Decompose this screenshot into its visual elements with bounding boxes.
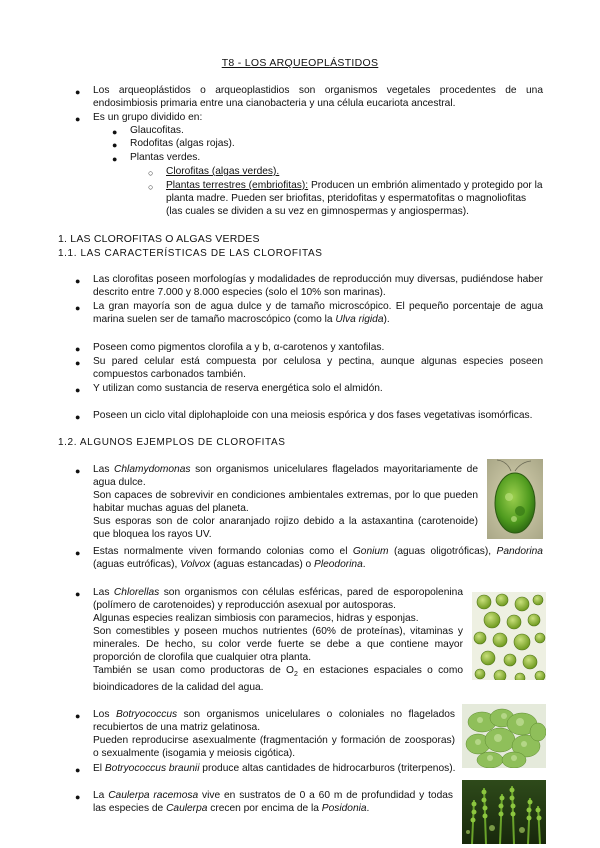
bullet-marker: ● [112,140,118,150]
example-line: Son capaces de sobrevivir en condiciones ambientales extremas, por lo que pueden habitar muchas aguas del planeta. [93,490,478,514]
species-name: Gonium [352,546,389,557]
example-colonies [93,545,543,571]
text-run: (aguas estancadas) o [210,559,315,570]
group-item: Glaucofitas. [130,125,184,136]
species-name: Caulerpa racemosa [108,790,199,801]
example-line [93,708,455,734]
example-line [93,463,478,489]
subsection-heading: 1.2. ALGUNOS EJEMPLOS DE CLOROFITAS [58,437,286,448]
species-name: Chlamydomonas [114,464,191,475]
species-name: Chlorellas [113,587,160,598]
example-line [93,586,463,612]
characteristic-item: Poseen un ciclo vital diplohaploide con una meiosis espórica y dos fases vegetativas isomórficas. [93,410,533,421]
bullet-marker: ● [112,127,118,137]
page-title: T8 - LOS ARQUEOPLÁSTIDOS [221,57,379,69]
bullet-marker: ● [75,385,81,395]
text-run: La gran mayoría son de agua dulce y de tamaño microscópico. El pequeño porcentaje de agua marina suelen ser de tamaño macroscópico (como la [93,301,543,325]
text-run: La [93,790,109,801]
botryococcus-image [462,704,546,768]
bullet-marker: ● [75,589,81,599]
text-run: ). [383,314,390,325]
intro-paragraph: Los arqueoplástidos o arqueoplastidios son organismos vegetales procedentes de una endosimbiosis primaria entre una cianobacteria y una célula eucariota ancestral. [93,85,543,109]
bullet-marker: ● [75,87,81,97]
text-run: Los [93,709,116,720]
text-run: son organismos con células esféricas, pared de esporopolenina (polímero de carotenoides) y reproducción asexual por autosporas. [93,587,463,611]
species-name: Volvox [180,559,211,570]
text-run: (aguas eutróficas), [93,559,181,570]
sub-group-plantas-terrestres [166,179,544,218]
species-name: Botryococcus braunii [104,763,200,774]
example-line: Pueden reproducirse asexualmente (fragmentación y formación de zoosporas) o sexualmente (isogamia y meiosis cigótica). [93,735,455,759]
text-run: vive en sustratos de 0 a 60 m de profundidad y todas las especies de [93,790,453,814]
chlamydomonas-image [487,459,543,539]
bullet-marker: ● [75,548,81,558]
text-run: Las [93,464,115,475]
characteristic-item: Las clorofitas poseen morfologías y modalidades de reproducción muy diversas, pudiéndose haber descrito entre 7.000 y 8.000 especies (solo el 10% son marinas). [93,274,543,298]
species-name: Ulva rigida [335,314,384,325]
intro-group-label: Es un grupo dividido en: [93,112,203,123]
sub-group-title: Plantas terrestres (embriofitas): [166,180,309,191]
text-run: Las [93,587,114,598]
group-item: Plantas verdes. [130,152,201,163]
chlorella-image [472,592,546,680]
text-run: Estas normalmente viven formando colonias como el [93,546,353,557]
bullet-marker: ● [75,412,81,422]
example-line: Sus esporas son de color anaranjado rojizo debido a la astaxantina (carotenoide) que bloquea los rayos UV. [93,516,478,540]
example-caulerpa [93,789,453,815]
text-run: El [93,763,105,774]
text-run: son organismos unicelulares o coloniales no flagelados recubiertos de una matriz gelatinosa. [93,709,455,733]
bullet-marker: ● [75,792,81,802]
species-name: Caulerpa [166,803,208,814]
subscript: 2 [293,671,298,679]
characteristic-item: Poseen como pigmentos clorofila a y b, α-carotenos y xantofilas. [93,342,385,353]
characteristic-item: Y utilizan como sustancia de reserva energética solo el almidón. [93,383,383,394]
example-line: Algunas especies realizan simbiosis con paramecios, hidras y esponjas. [93,613,419,624]
bullet-marker: ● [75,358,81,368]
species-name: Pleodorina [314,559,363,570]
bullet-marker: ● [75,466,81,476]
text-run: . [362,559,366,570]
characteristic-item: Su pared celular está compuesta por celulosa y pectina, aunque algunas especies poseen compuestos carbonados también. [93,356,543,380]
bullet-marker: ● [75,711,81,721]
sub-group-clorofitas: Clorofitas (algas verdes). [166,166,280,177]
characteristic-item [93,300,543,326]
example-botryococcus-braunii [93,762,463,775]
example-line: Son comestibles y poseen muchos nutrientes (60% de proteínas), vitaminas y minerales. De hecho, su color verde fuerte se debe a que contiene mayor proporción de clorofila que cualquier otra planta. [93,626,463,663]
species-name: Posidonia [321,803,367,814]
section-heading: 1. LAS CLOROFITAS O ALGAS VERDES [58,233,260,245]
text-run: También se usan como productoras de O [93,665,294,676]
text-run: en estaciones espaciales o como bioindicadores de la calidad del agua. [93,665,463,694]
bullet-marker: ● [75,765,81,775]
example-chlorella [93,586,463,694]
group-item: Rodofitas (algas rojas). [130,138,235,149]
bullet-marker: ● [75,276,81,286]
sub-group-text: Producen un embrión alimentado y protegido por la planta madre. Pueden ser briofitas, pteridofitas y espermatofitas o magnoliofitas (las cuales se dividen a su vez en gimnospermas y angiospermas). [166,180,543,217]
subsection-heading: 1.1. LAS CARACTERÍSTICAS DE LAS CLOROFITAS [58,248,323,259]
species-name: Botryococcus [115,709,178,720]
species-name: Pandorina [496,546,543,557]
example-chlamydomonas [93,463,478,541]
bullet-marker: ● [75,303,81,313]
text-run: son organismos unicelulares flagelados mayoritariamente de agua dulce. [93,464,478,488]
text-run: crecen por encima de la [207,803,322,814]
circle-marker: ○ [148,168,154,178]
text-run: . [366,803,370,814]
bullet-marker: ● [112,154,118,164]
circle-marker: ○ [148,182,154,192]
text-run: produce altas cantidades de hidrocarburos (triterpenos). [199,763,456,774]
bullet-marker: ● [75,114,81,124]
bullet-marker: ● [75,344,81,354]
example-line [93,664,463,694]
example-botryococcus [93,708,455,760]
text-run: (aguas oligotróficas), [388,546,497,557]
caulerpa-image [462,780,546,844]
